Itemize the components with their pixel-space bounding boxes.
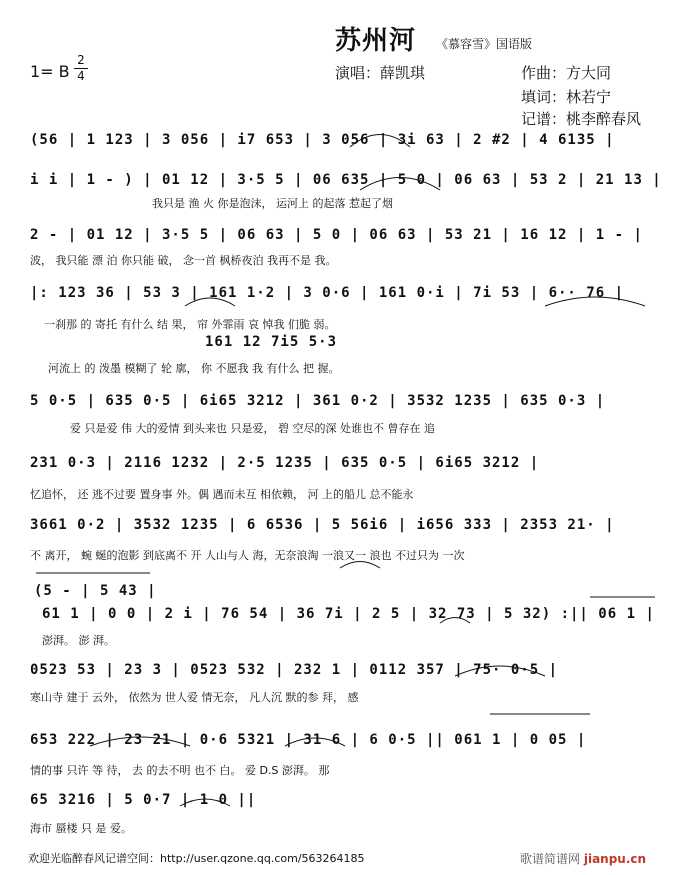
score-row-lyrics: 情的事 只许 等 待， 去 的去不明 也不 白。 爱 D.S 澎湃。 那 [30, 764, 330, 777]
meter-top: 2 [77, 53, 85, 67]
score-row-notes: |: 123 36 | 53 3 | 161 1·2 | 3 0·6 | 161 0·i | 7i 53 | 6·· 76 | [30, 285, 625, 301]
meter-bottom: 4 [77, 69, 85, 83]
score-row-lyrics: 忆追怀， 还 逃不过要 置身事 外。偶 遇而未互 相依赖， 河 上的船儿 总不能永 [30, 488, 414, 501]
composer-credit: 作曲：方大同 [521, 64, 612, 82]
score-row-notes: 3661 0·2 | 3532 1235 | 6 6536 | 5 56i6 | i656 333 | 2353 21· | [30, 517, 615, 533]
score-row-notes: 2 - | 01 12 | 3·5 5 | 06 63 | 5 0 | 06 63 | 53 21 | 16 12 | 1 - | [30, 227, 643, 243]
score-row-lyrics: 河流上 的 泼墨 模糊了 轮 廓， 你 不愿我 我 有什么 把 握。 [48, 362, 340, 375]
song-subtitle: 《慕容雪》国语版 [436, 37, 533, 51]
score-row-lyrics: 波， 我只能 漂 泊 你只能 破， 念一首 枫桥夜泊 我再不是 我。 [30, 254, 337, 267]
singer-credit: 演唱：薛凯琪 [335, 64, 426, 82]
watermark-prefix: 歌谱简谱网 [520, 852, 581, 866]
score-row-lyrics: 我只是 渔 火 你是泡沫， 运河上 的起落 惹起了烟 [152, 197, 393, 210]
score-row-notes: 5 0·5 | 635 0·5 | 6i65 3212 | 361 0·2 | 3532 1235 | 635 0·3 | [30, 393, 606, 409]
slur-arc [545, 297, 645, 306]
lyricist-credit: 填词：林若宁 [521, 88, 612, 106]
site-watermark [520, 850, 646, 867]
score-row-notes: 65 3216 | 5 0·7 | 1 0 || [30, 792, 257, 808]
song-title: 苏州河 [335, 26, 417, 56]
key-signature: 1= B [30, 62, 70, 81]
score-row-notes: (56 | 1 123 | 3 056 | i7 653 | 3 056 | 3i 63 | 2 #2 | 4 6135 | [30, 132, 615, 148]
slur-arc [440, 618, 470, 624]
score-row-lyrics: 不 离开， 蜿 蜒的泡影 到底离不 开 人山与人 海，无奈浪淘 一浪又一 浪也 不过只为 一次 [30, 549, 465, 562]
slur-arc [455, 666, 545, 676]
slur-arc [285, 738, 345, 746]
slur-arc [350, 135, 410, 148]
slur-arc [180, 799, 230, 806]
score-row-lyrics: 澎湃。 澎 湃。 [42, 634, 115, 647]
slur-arc [360, 178, 440, 191]
watermark-brand: jianpu.cn [583, 852, 647, 866]
slur-arc [185, 298, 235, 306]
score-row-notes: 61 1 | 0 0 | 2 i | 76 54 | 36 7i | 2 5 | 32 73 | 5 32) :|| 06 1 | [42, 606, 655, 622]
score-row-lyrics: 海市 蜃楼 只 是 爱。 [30, 822, 132, 835]
score-row-notes: i i | 1 - ) | 01 12 | 3·5 5 | 06 635 | 5 0 | 06 63 | 53 2 | 21 13 | [30, 172, 662, 188]
slur-arc [340, 562, 380, 569]
score-row-notes: 653 222 | 23 21 | 0·6 5321 | 31 6 | 6 0·5 || 061 1 | 0 05 | [30, 732, 587, 748]
transcriber-credit: 记谱：桃李醉春风 [521, 110, 642, 128]
score-row-notes: (5 - | 5 43 | [34, 583, 157, 599]
footer-note: 欢迎光临醉春风记谱空间：http://user.qzone.qq.com/563264185 [28, 852, 365, 865]
score-row-notes: 231 0·3 | 2116 1232 | 2·5 1235 | 635 0·5 | 6i65 3212 | [30, 455, 540, 471]
score-row-lyrics: 爱 只是爱 伟 大的爱情 到头来也 只是爱， 碧 空尽的深 处谁也不 曾存在 追 [70, 422, 435, 435]
slur-arc [90, 737, 190, 746]
score-row-lyrics: 寒山寺 建于 云外， 依然为 世人爱 情无奈， 凡人沉 默的参 拜， 感 [30, 691, 359, 704]
score-row-notes: 161 12 7i5 5·3 [205, 334, 338, 350]
score-row-notes: 0523 53 | 23 3 | 0523 532 | 232 1 | 0112 357 | 75· 0·5 | [30, 662, 559, 678]
score-row-lyrics: 一刹那 的 寄托 有什么 结 果， 帘 外霏雨 哀 悼我 们脆 弱。 [44, 318, 336, 331]
